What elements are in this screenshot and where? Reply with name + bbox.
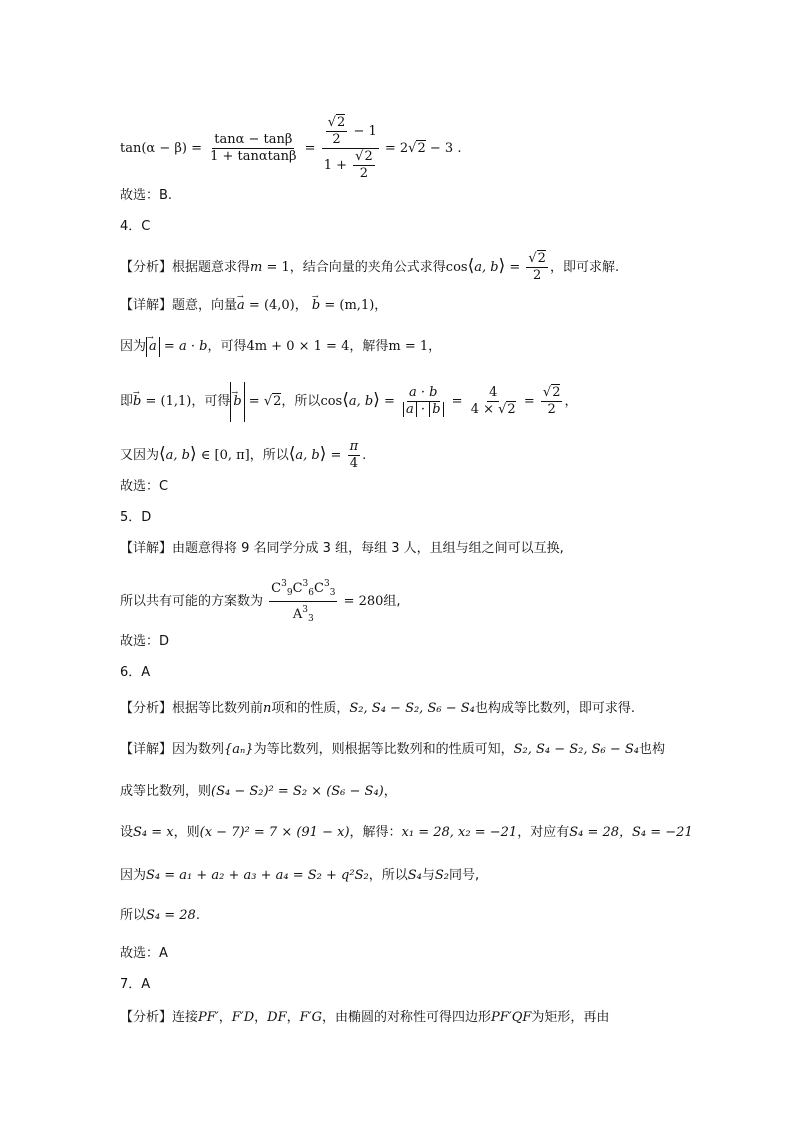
q4-detail: 【详解】题意，向量→ a = (4,0)， → b = (m,1)，	[120, 296, 387, 316]
q5-count: 所以共有可能的方案数为 $\frac{C^3_9C^3_6C^3_3}{A^3_3}$ = 280组,	[120, 576, 401, 616]
formula-lhs: tan(α − β) =	[120, 141, 202, 156]
q6-solve: 设S₄ = x，则(x − 7)² = 7 × (91 − x)，解得：x₁ = 28, x₂ = −21，对应有S₄ = 28，S₄ = −21	[120, 825, 693, 840]
q6-answer: 故选：A	[120, 946, 168, 961]
q5-title: 5．D	[120, 510, 152, 525]
q4-title: 4．C	[120, 219, 151, 234]
tan-difference-formula: tan(α − β) = $\frac{\tan\alpha - \tan\beta}{1 + \tan\alpha\tan\beta}$ = $\frac{√2}{2}$ − 1 1 + $\frac{√2}{2}$ = 2√2 − 3 .	[120, 115, 462, 181]
q6-relation: 成等比数列，则(S₄ − S₂)² = S₂ × (S₆ − S₄)，	[120, 784, 397, 799]
q4-reason: 因为→ a = a · b，可得4m + 0 × 1 = 4，解得m = 1，	[120, 337, 441, 357]
fraction-tan: $\frac{\tan\alpha - \tan\beta}{1 + \tan\alpha\tan\beta}$	[210, 132, 297, 164]
q6-title: 6．A	[120, 665, 151, 680]
q6-result: 所以S₄ = 28.	[120, 908, 200, 923]
q6-sign: 因为S₄ = a₁ + a₂ + a₃ + a₄ = S₂ + q²S₂，所以S₄与S₂同号,	[120, 868, 480, 883]
answer-line: 故选：B.	[120, 188, 173, 203]
q5-answer: 故选：D	[120, 634, 170, 649]
q7-title: 7．A	[120, 977, 151, 992]
q6-analysis: 【分析】根据等比数列前n项和的性质，S₂, S₄ − S₂, S₆ − S₄也构成等比数列，即可求得.	[120, 701, 635, 716]
q6-detail: 【详解】因为数列{aₙ}为等比数列，则根据等比数列和的性质可知，S₂, S₄ − S₂, S₆ − S₄也构	[120, 742, 666, 757]
q4-conclude: 又因为⟨a, b⟩ ∈ [0, π]，所以⟨a, b⟩ = $\frac{\pi}{4}$ .	[120, 439, 367, 471]
q5-detail: 【详解】由题意得将 9 名同学分成 3 组，每组 3 人，且组与组之间可以互换,	[120, 541, 564, 556]
q4-step: 即→ b = (1,1)，可得→ b = √2，所以cos⟨a, b⟩ = $\frac{a \cdot b}{a \cdot b}$ = $\frac{4}{4 \times √2}$ = $\frac{√2}{2}$ ，	[120, 380, 577, 420]
q4-answer: 故选：C	[120, 479, 169, 494]
q7-analysis: 【分析】连接PF′，F′D，DF，F′G，由椭圆的对称性可得四边形PF′QF为矩形，再由	[120, 1010, 610, 1025]
fraction-values: $\frac{√2}{2}$ − 1 1 + $\frac{√2}{2}$	[323, 115, 377, 181]
q4-analysis: 【分析】根据题意求得m = 1，结合向量的夹角公式求得cos⟨a, b⟩ = $\frac{√2}{2}$ ，即可求解.	[120, 251, 620, 283]
